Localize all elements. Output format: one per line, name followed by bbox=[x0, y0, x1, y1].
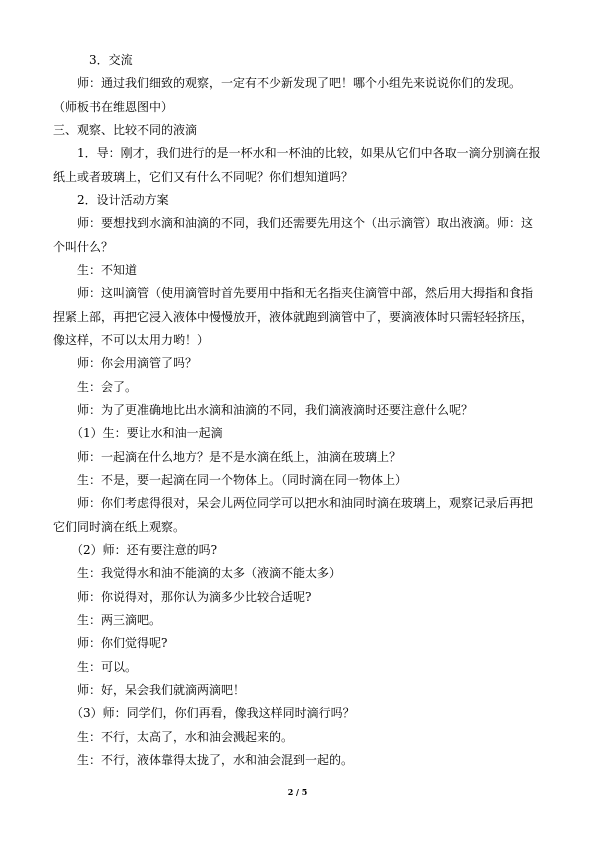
paragraph-line: 师：好，呆会我们就滴两滴吧！ bbox=[77, 683, 246, 697]
paragraph-line: 它们同时滴在纸上观察。 bbox=[53, 520, 186, 534]
paragraph-line: 纸上或者玻璃上，它们又有什么不同呢？你们想知道吗？ bbox=[53, 170, 354, 184]
paragraph-line: 师：为了更准确地比出水滴和油滴的不同，我们滴液滴时还要注意什么呢？ bbox=[77, 403, 474, 417]
paragraph-line: 生：会了。 bbox=[77, 380, 138, 394]
section-heading: 三、观察、比较不同的液滴 bbox=[53, 123, 198, 137]
paragraph-line: 捏紧上部，再把它浸入液体中慢慢放开，液体就跑到滴管中了，要滴液体时只需轻轻挤压， bbox=[53, 310, 534, 324]
paragraph-line: （师板书在维恩图中） bbox=[53, 100, 174, 114]
paragraph-line: 生：可以。 bbox=[77, 660, 138, 674]
paragraph-line: （2）师：还有要注意的吗? bbox=[71, 543, 218, 557]
page-number: 2 / 5 bbox=[287, 787, 308, 797]
paragraph-line: 生：不是，要一起滴在同一个物体上。（同时滴在同一物体上） bbox=[77, 473, 408, 487]
section-heading: 2．设计活动方案 bbox=[77, 193, 169, 207]
paragraph-line: 师：要想找到水滴和油滴的不同，我们还需要先用这个（出示滴管）取出液滴。师：这 bbox=[77, 216, 534, 230]
paragraph-line: （1）生：要让水和油一起滴 bbox=[71, 426, 223, 440]
paragraph-line: （3）师：同学们，你们再看，像我这样同时滴行吗？ bbox=[71, 706, 355, 720]
paragraph-line: 像这样，不可以太用力哟！） bbox=[53, 333, 210, 347]
paragraph-line: 师：通过我们细致的观察，一定有不少新发现了吧！哪个小组先来说说你们的发现。 bbox=[77, 76, 522, 90]
paragraph-line: 生：不行，太高了，水和油会溅起来的。 bbox=[77, 730, 294, 744]
paragraph-line: 生：不知道 bbox=[77, 263, 138, 277]
paragraph-line: 生：我觉得水和油不能滴的太多（液滴不能太多） bbox=[77, 566, 342, 580]
paragraph-line: 生：不行，液体靠得太拢了，水和油会混到一起的。 bbox=[77, 753, 354, 767]
paragraph-line: 个叫什么？ bbox=[53, 240, 114, 254]
paragraph-line: 生：两三滴吧。 bbox=[77, 613, 162, 627]
paragraph-line: 师：你说得对，那你认为滴多少比较合适呢? bbox=[77, 590, 312, 604]
paragraph-line: 师：一起滴在什么地方？是不是水滴在纸上，油滴在玻璃上？ bbox=[77, 450, 402, 464]
paragraph-line: 师：这叫滴管（使用滴管时首先要用中指和无名指夹住滴管中部，然后用大拇指和食指 bbox=[77, 286, 534, 300]
paragraph-line: 师：你会用滴管了吗？ bbox=[77, 356, 198, 370]
paragraph-line: 师：你们考虑得很对，呆会儿两位同学可以把水和油同时滴在玻璃上，观察记录后再把 bbox=[77, 496, 534, 510]
paragraph-line: 1．导：刚才，我们进行的是一杯水和一杯油的比较，如果从它们中各取一滴分别滴在报 bbox=[77, 146, 541, 160]
section-heading: 3．交流 bbox=[89, 53, 133, 67]
paragraph-line: 师：你们觉得呢? bbox=[77, 636, 168, 650]
